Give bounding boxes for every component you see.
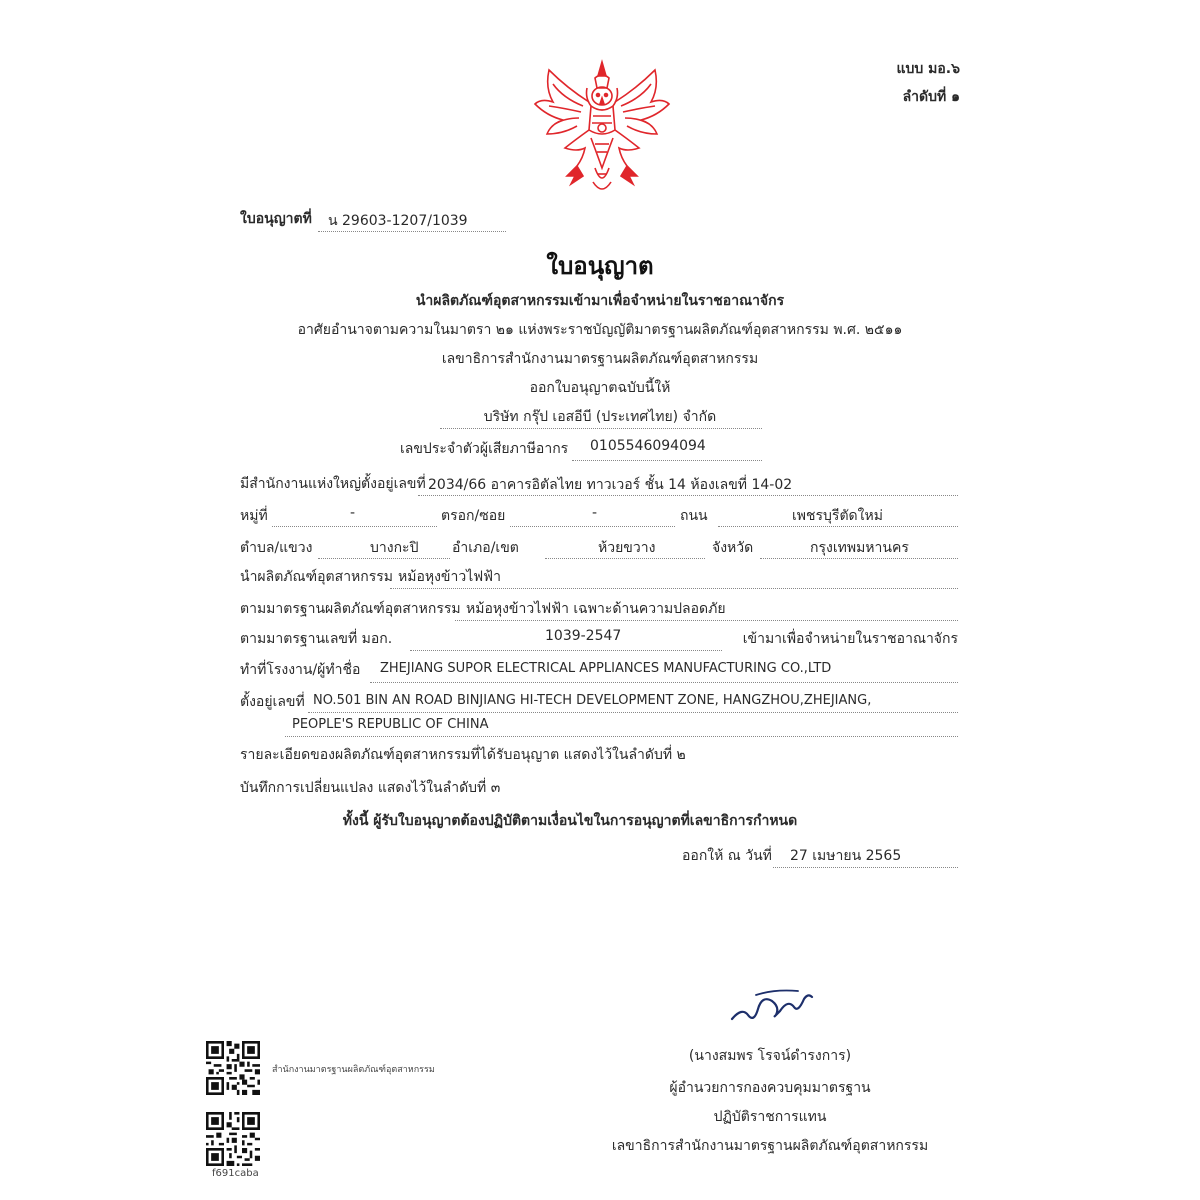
signature-icon [728, 985, 818, 1025]
qr-caption: สำนักงานมาตรฐานผลิตภัณฑ์อุตสาหกรรม [272, 1065, 435, 1075]
license-no-underline [318, 231, 506, 232]
license-no-value: น 29603-1207/1039 [328, 213, 468, 229]
product-label: นำผลิตภัณฑ์อุตสาหกรรม [240, 569, 394, 585]
road-value: เพชรบุรีตัดใหม่ [792, 508, 883, 524]
document-subtitle: นำผลิตภัณฑ์อุตสาหกรรมเข้ามาเพื่อจำหน่ายในราชอาณาจักร [415, 293, 785, 309]
garuda-emblem-icon [527, 58, 677, 198]
road-label: ถนน [680, 508, 708, 524]
standard-no-label: ตามมาตรฐานเลขที่ มอก. [240, 631, 393, 647]
province-underline [760, 558, 958, 559]
subdistrict-value: บางกะปิ [370, 540, 419, 556]
signatory-position-2: ปฏิบัติราชการแทน [713, 1109, 827, 1125]
factory-underline [370, 682, 958, 683]
authority-line: อาศัยอำนาจตามความในมาตรา ๒๑ แห่งพระราชบัญญัติมาตรฐานผลิตภัณฑ์อุตสาหกรรม พ.ศ. ๒๕๑๑ [297, 322, 903, 338]
form-code: แบบ มอ.๖ [896, 61, 960, 77]
product-underline [390, 588, 958, 589]
tax-id-label: เลขประจำตัวผู้เสียภาษีอากร [400, 441, 569, 457]
issued-underline [773, 867, 958, 868]
issuer-line: เลขาธิการสำนักงานมาตรฐานผลิตภัณฑ์อุตสาหกรรม [441, 351, 759, 367]
standard-value: หม้อหุงข้าวไฟฟ้า เฉพาะด้านความปลอดภัย [466, 601, 726, 617]
district-label: อำเภอ/เขต [452, 540, 519, 556]
factory-address-line2: PEOPLE'S REPUBLIC OF CHINA [292, 717, 489, 732]
factory-label: ทำที่โรงงาน/ผู้ทำชื่อ [240, 662, 361, 678]
tax-id-underline [572, 460, 762, 461]
province-label: จังหวัด [712, 540, 754, 556]
soi-underline [510, 526, 675, 527]
hq-value: 2034/66 อาคารอิตัลไทย ทาวเวอร์ ชั้น 14 ห้องเลขที่ 14-02 [428, 477, 793, 493]
license-no-label: ใบอนุญาตที่ [240, 211, 312, 227]
document-title: ใบอนุญาต [546, 252, 654, 280]
company-underline [440, 428, 762, 429]
issued-label: ออกให้ ณ วันที่ [682, 848, 772, 864]
hq-underline [418, 495, 958, 496]
standard-no-value: 1039-2547 [545, 628, 622, 644]
standard-underline [455, 620, 958, 621]
qr-code-icon [206, 1041, 260, 1095]
factory-address-underline-1 [308, 712, 958, 713]
district-underline [545, 558, 705, 559]
standard-no-suffix: เข้ามาเพื่อจำหน่ายในราชอาณาจักร [742, 631, 958, 647]
road-underline [718, 526, 958, 527]
signatory-position-1: ผู้อำนวยการกองควบคุมมาตรฐาน [669, 1080, 871, 1096]
soi-label: ตรอก/ซอย [441, 508, 506, 524]
company-name: บริษัท กรุ๊ป เอสอีบี (ประเทศไทย) จำกัด [483, 409, 717, 425]
form-sequence: ลำดับที่ ๑ [902, 89, 960, 105]
moo-label: หมู่ที่ [240, 508, 268, 524]
moo-underline [272, 526, 437, 527]
subdistrict-label: ตำบล/แขวง [240, 540, 313, 556]
factory-address-label: ตั้งอยู่เลขที่ [240, 694, 305, 710]
soi-value: - [592, 505, 598, 521]
document-code: f691caba [212, 1168, 259, 1179]
factory-address-line1: NO.501 BIN AN ROAD BINJIANG HI-TECH DEVELOPMENT ZONE, HANGZHOU,ZHEJIANG, [313, 693, 872, 708]
factory-address-underline-2 [285, 736, 958, 737]
district-value: ห้วยขวาง [598, 540, 656, 556]
province-value: กรุงเทพมหานคร [810, 540, 909, 556]
subdistrict-underline [318, 558, 450, 559]
issue-to-line: ออกใบอนุญาตฉบับนี้ให้ [529, 380, 671, 396]
details-note: รายละเอียดของผลิตภัณฑ์อุตสาหกรรมที่ได้รับอนุญาต แสดงไว้ในลำดับที่ ๒ [240, 747, 686, 763]
standard-no-underline [410, 650, 722, 651]
factory-value: ZHEJIANG SUPOR ELECTRICAL APPLIANCES MANUFACTURING CO.,LTD [380, 661, 832, 676]
condition-text: ทั้งนี้ ผู้รับใบอนุญาตต้องปฏิบัติตามเงื่อนไขในการอนุญาตที่เลขาธิการกำหนด [342, 813, 798, 829]
signatory-name: (นางสมพร โรจน์ดำรงการ) [688, 1048, 852, 1064]
signatory-position-3: เลขาธิการสำนักงานมาตรฐานผลิตภัณฑ์อุตสาหกรรม [611, 1138, 929, 1154]
tax-id-value: 0105546094094 [590, 438, 706, 454]
standard-label: ตามมาตรฐานผลิตภัณฑ์อุตสาหกรรม [240, 601, 461, 617]
hq-label: มีสำนักงานแห่งใหญ่ตั้งอยู่เลขที่ [240, 476, 426, 492]
qr-code-icon [206, 1112, 260, 1166]
moo-value: - [350, 505, 356, 521]
changes-note: บันทึกการเปลี่ยนแปลง แสดงไว้ในลำดับที่ ๓ [240, 780, 501, 796]
product-value: หม้อหุงข้าวไฟฟ้า [398, 569, 501, 585]
issued-value: 27 เมษายน 2565 [790, 848, 902, 864]
